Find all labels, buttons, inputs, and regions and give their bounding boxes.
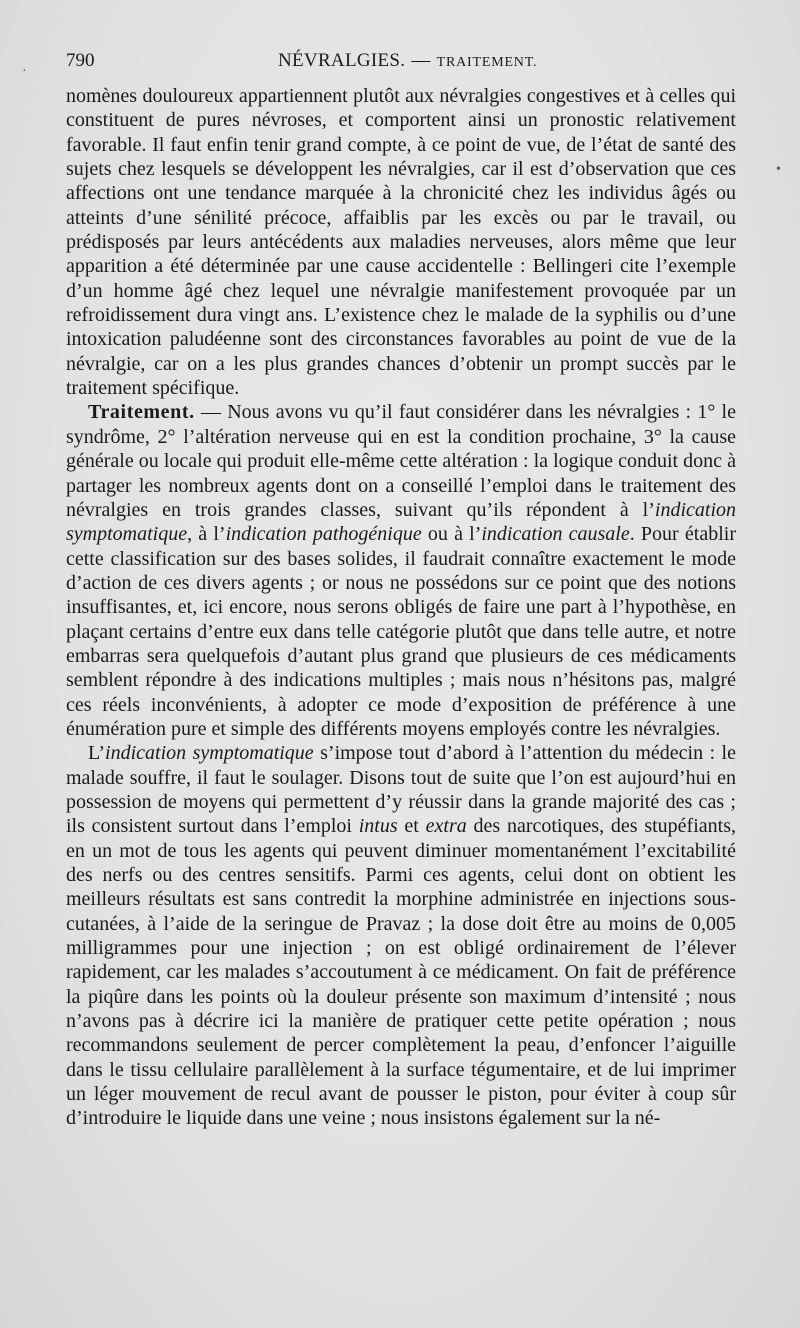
paragraph-text: — Nous avons vu qu’il faut considérer dans les névralgies : 1° le syndrôme, 2° l’altération nerveuse qui en est la condition prochaine, 3° la cause générale ou locale qui produit elle-même cette altération : la logique conduit donc à partager les nombreux agents dont on a conseillé l’emploi dans le traitement des névralgies en trois grandes classes, suivant qu’ils répondent à [66,401,736,521]
paragraph-prognosis: nomènes douloureux appartiennent plutôt aux névralgies congestives et à celles qui constituent de pures névroses, et comportent ainsi un pronostic relativement favorable. Il faut enfin tenir grand compte, à ce point de vue, de l’état de santé des sujets chez lesquels se développent les névralgies, car il est d’observation que ces affections ont une tendance marquée à la chronicité chez les individus âgés ou atteints d’une sénilité précoce, affaiblis par les excès ou par le travail, ou prédisposés par leurs antécédents aux maladies nerveuses, alors même que leur apparition a été déterminée par une cause accidentelle : Bellingeri cite l’exemple d’un homme âgé chez lequel une névralgie manifestement provoquée par un refroidissement dura vingt ans. L’existence chez le malade de la syphilis ou d’une intoxication paludéenne sont des circonstances favorables au point de vue de la névralgie, car on a les plus grandes chances d’obtenir un prompt succès par le traitement spécifique. [66,85,736,400]
running-header [66,50,736,76]
paragraph-text: l’ [642,498,655,521]
italic-term: intus [358,815,398,838]
italic-term: indication pathogénique [225,523,422,546]
paragraph-symptomatic [66,741,736,1131]
running-title [278,50,537,72]
paragraph-text: l’ [213,523,226,546]
paragraph-text: L’ [88,742,106,765]
paragraph-treatment [66,400,736,741]
paragraph-text: des narcotiques, des stupéfiants, en un mot de tous les agents qui peuvent diminuer momentanément l’excitabilité des nerfs ou des centres sensitifs. Parmi ces agents, celui dont on obtient les meilleurs résultats est sans contredit la morphine administrée en injections sous-cutanées, à l’aide de la seringue de Pravaz ; la dose doit être au moins de 0,005 milligrammes pour une injection ; on est obligé ordinairement de l’élever rapidement, car les malades s’accoutument à ce médicament. On fait de préférence la piqûre dans les points où la douleur présente son maximum d’intensité ; nous n’avons pas à décrire ici la manière de pratiquer cette petite opération ; nous recommandons seulement de percer complètement la peau, d’enfoncer l’aiguille dans le tissu cellulaire parallèlement à la surface tégumentaire, et de lui imprimer un léger mouvement de recul avant de pousser le piston, pour éviter à coup sûr d’introduire le liquide dans une veine ; nous insistons également sur la né- [66,815,736,1130]
paragraph-text: . Pour établir cette classification sur des bases solides, il faudrait connaître exactement le mode d’action de ces divers agents ; or nous ne possédons sur ce point que des notions insuffisantes, et, ici encore, nous serons obligés de faire une part à l’hypothèse, en plaçant certains d’entre eux dans telle catégorie plutôt que dans telle autre, et notre embarras sera quelquefois d’autant plus grand que plusieurs de ces médicaments semblent répondre à des indications multiples ; mais nous n’hésitons pas, malgré ces réels inconvénients, à adopter ce mode d’exposition de préférence à une énumération pure et simple des différents moyens employés contre les névralgies. [66,523,736,740]
paragraph-text: ou à [421,523,470,546]
italic-term: indication symptomatique [105,742,314,765]
page-number: 790 [66,50,95,71]
paragraph-text: l’ [469,523,482,546]
italic-term: indication symptomatique [66,498,736,546]
chapter-title: NÉVRALGIES. [278,50,406,71]
italic-term: indication causale [481,523,630,546]
section-heading-traitement: Traitement. [88,401,195,424]
paragraph-text: s’impose tout d’abord à l’attention du médecin : le malade souffre, il faut le soulager. Disons tout de suite que l’on est aujourd’hui en possession de moyens qui permettent d’y réussir dans la grande majorité des cas ; ils consistent surtout dans l’emploi [66,742,736,838]
margin-speck: • [776,162,781,177]
title-dash: — [411,50,431,71]
paragraph-text: , à [187,523,214,546]
body-text [66,84,736,1131]
paragraph-text: et [397,815,426,838]
section-title: TRAITEMENT. [436,55,538,70]
italic-term: extra [425,815,467,838]
margin-speck: · [22,64,27,79]
